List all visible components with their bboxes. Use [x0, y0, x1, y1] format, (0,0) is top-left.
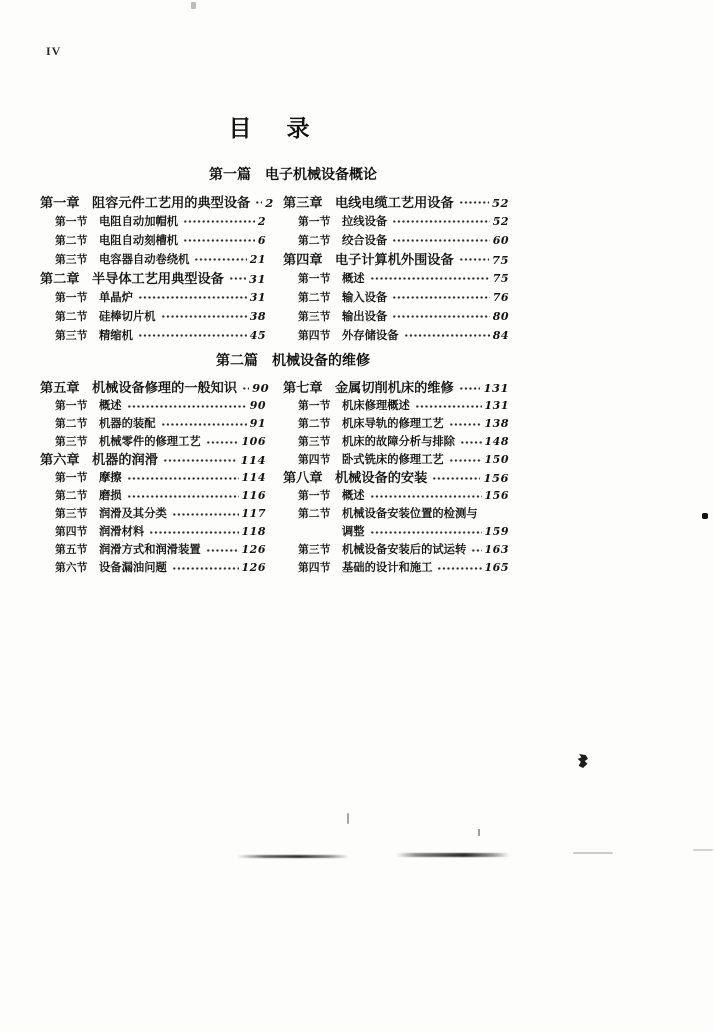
- entry-label: 第四节: [298, 330, 331, 342]
- dot-leader: [458, 383, 481, 394]
- toc-entry: [40, 433, 266, 451]
- entry-label: 第一节: [298, 273, 331, 285]
- toc-entry: [40, 269, 266, 288]
- entry-page: 114: [240, 453, 266, 467]
- dot-leader: [205, 545, 239, 556]
- scan-artifact: [693, 849, 713, 851]
- entry-title: 金属切削机床的维修: [335, 380, 454, 395]
- dot-leader: [414, 401, 482, 412]
- entry-label: 第三节: [55, 330, 88, 342]
- entry-page: 118: [241, 525, 266, 538]
- entry-page: 156: [483, 471, 509, 485]
- toc-entry: [283, 288, 509, 307]
- entry-title: 精缩机: [99, 330, 133, 342]
- toc-entry: [283, 250, 509, 269]
- entry-page: 84: [492, 329, 509, 342]
- entry-page: 90: [252, 381, 270, 395]
- entry-title: 磨损: [99, 490, 122, 502]
- dot-leader: [470, 545, 481, 556]
- page-number: IV: [46, 44, 62, 58]
- toc-entry: [40, 231, 266, 250]
- dot-leader: [403, 330, 490, 341]
- toc-entry: [283, 193, 509, 212]
- entry-page: 2: [265, 196, 274, 210]
- toc-entry: [40, 415, 266, 433]
- entry-title: 机械设备安装位置的检测与: [342, 508, 478, 520]
- entry-page: 106: [241, 435, 266, 448]
- entry-title: 机床导轨的修理工艺: [342, 418, 444, 430]
- entry-label: 第五节: [55, 544, 88, 556]
- part-heading: 第二篇 机械设备的维修: [216, 352, 370, 368]
- scan-artifact: [577, 754, 588, 768]
- toc-entry: [40, 505, 266, 523]
- scan-artifact: [396, 853, 510, 857]
- entry-label: 第二节: [55, 490, 88, 502]
- entry-page: 131: [484, 399, 509, 412]
- toc-entry: [40, 397, 266, 415]
- dot-leader: [126, 401, 247, 412]
- toc-entry: [40, 487, 266, 505]
- entry-title: 输入设备: [342, 292, 388, 304]
- entry-label: 第二章: [40, 271, 80, 286]
- scan-artifact: [573, 852, 613, 854]
- dot-leader: [160, 311, 247, 322]
- toc-entry: [283, 326, 509, 345]
- entry-page: 76: [492, 291, 509, 304]
- toc-entry: [40, 193, 274, 212]
- dot-leader: [241, 383, 249, 394]
- entry-page: 126: [241, 561, 266, 574]
- entry-label: 第三节: [298, 544, 331, 556]
- toc-entry: [40, 469, 266, 487]
- entry-title: 润滑材料: [99, 526, 145, 538]
- dot-leader: [162, 455, 238, 466]
- toc-entry: [283, 415, 509, 433]
- entry-title: 摩擦: [99, 472, 122, 484]
- entry-page: 91: [249, 417, 266, 430]
- entry-title: 概述: [99, 400, 122, 412]
- entry-title: 卧式铣床的修理工艺: [342, 454, 444, 466]
- entry-label: 第一节: [298, 400, 331, 412]
- entry-title: 基础的设计和施工: [342, 562, 433, 574]
- toc-entry: [283, 397, 509, 415]
- entry-title: 电线电缆工艺用设备: [335, 195, 454, 210]
- entry-page: 52: [491, 196, 509, 210]
- dot-leader: [459, 437, 482, 448]
- entry-title: 电子计算机外围设备: [335, 252, 454, 267]
- toc-body: [0, 164, 714, 582]
- entry-label: 第三节: [55, 508, 88, 520]
- toc-column-left: [40, 379, 270, 577]
- entry-title: 机床的故障分析与排除: [342, 436, 455, 448]
- entry-title: 输出设备: [342, 311, 388, 323]
- entry-title: 单晶炉: [99, 292, 133, 304]
- entry-label: 第三节: [55, 254, 88, 266]
- toc-entry: [283, 559, 509, 577]
- entry-title: 硅棒切片机: [99, 311, 156, 323]
- toc-entry: [40, 212, 266, 231]
- entry-label: 第五章: [40, 380, 80, 395]
- entry-label: 第六节: [55, 562, 88, 574]
- dot-leader: [171, 563, 239, 574]
- entry-page: 150: [484, 453, 509, 466]
- dot-leader: [254, 197, 262, 208]
- entry-title: 电阻自动加帽机: [99, 216, 179, 228]
- entry-title: 机器的装配: [99, 418, 156, 430]
- entry-title: 调整: [342, 526, 365, 538]
- entry-label: 第四章: [283, 252, 323, 267]
- dot-leader: [369, 273, 490, 284]
- entry-title: 半导体工艺用典型设备: [92, 271, 224, 286]
- toc-entry: [40, 288, 266, 307]
- scan-artifact: [237, 855, 349, 858]
- entry-label: 第四节: [298, 562, 331, 574]
- entry-label: 第三节: [298, 436, 331, 448]
- toc-entry: [40, 451, 266, 469]
- toc-columns: [0, 193, 714, 345]
- entry-page: 21: [249, 253, 266, 266]
- scan-artifact: [478, 829, 480, 836]
- entry-page: 90: [249, 399, 266, 412]
- entry-page: 156: [484, 489, 509, 502]
- toc-entry: [283, 505, 509, 523]
- dot-leader: [436, 563, 481, 574]
- entry-page: 126: [241, 543, 266, 556]
- entry-title: 润滑及其分类: [99, 508, 167, 520]
- toc-entry: [40, 559, 266, 577]
- dot-leader: [137, 330, 247, 341]
- dot-leader: [391, 235, 489, 246]
- entry-page: 163: [484, 543, 509, 556]
- entry-label: 第二节: [298, 418, 331, 430]
- dot-leader: [160, 419, 247, 430]
- entry-label: 第四节: [55, 526, 88, 538]
- entry-label: 第六章: [40, 452, 80, 467]
- toc-column-left: [40, 193, 274, 345]
- page-title: 目 录: [228, 115, 316, 141]
- toc-columns: [0, 379, 714, 577]
- entry-page: 52: [492, 215, 509, 228]
- entry-page: 31: [249, 291, 266, 304]
- entry-page: 116: [241, 489, 266, 502]
- toc-entry: [283, 469, 509, 487]
- scan-artifact: [191, 2, 196, 9]
- dot-leader: [391, 292, 489, 303]
- dot-leader: [391, 311, 489, 322]
- entry-title: 阻容元件工艺用的典型设备: [92, 195, 251, 210]
- entry-title: 外存储设备: [342, 330, 399, 342]
- toc-entry: [40, 307, 266, 326]
- entry-label: 第八章: [283, 470, 323, 485]
- entry-title: 机械设备修理的一般知识: [92, 380, 238, 395]
- dot-leader: [126, 473, 239, 484]
- toc-entry: [283, 541, 509, 559]
- entry-title: 电容器自动卷绕机: [99, 254, 190, 266]
- entry-page: 114: [241, 471, 266, 484]
- entry-page: 165: [484, 561, 509, 574]
- entry-title: 概述: [342, 490, 365, 502]
- dot-leader: [171, 509, 239, 520]
- toc-entry: [283, 451, 509, 469]
- dot-leader: [126, 491, 239, 502]
- toc-entry: [283, 269, 509, 288]
- entry-title: 设备漏油问题: [99, 562, 167, 574]
- entry-page: 6: [257, 234, 266, 247]
- entry-label: 第二节: [55, 311, 88, 323]
- entry-label: 第二节: [298, 508, 331, 520]
- toc-entry: [283, 379, 509, 397]
- entry-page: 159: [484, 525, 509, 538]
- entry-label: 第四节: [298, 454, 331, 466]
- entry-page: 75: [492, 272, 509, 285]
- entry-label: 第二节: [55, 235, 88, 247]
- dot-leader: [431, 473, 480, 484]
- entry-page: 75: [491, 253, 509, 267]
- entry-title: 机械设备安装后的试运转: [342, 544, 467, 556]
- scan-artifact: [347, 813, 349, 824]
- toc-entry: [283, 487, 509, 505]
- entry-title: 机器的润滑: [92, 452, 158, 467]
- toc-entry: [40, 250, 266, 269]
- toc-entry: [283, 307, 509, 326]
- entry-title: 机械零件的修理工艺: [99, 436, 201, 448]
- entry-label: 第一节: [55, 400, 88, 412]
- entry-page: 117: [241, 507, 266, 520]
- entry-page: 138: [484, 417, 509, 430]
- entry-page: 31: [248, 272, 266, 286]
- entry-label: 第二节: [298, 235, 331, 247]
- dot-leader: [448, 455, 482, 466]
- dot-leader: [228, 273, 246, 284]
- entry-page: 148: [484, 435, 509, 448]
- entry-title: 机械设备的安装: [335, 470, 428, 485]
- entry-label: 第一节: [298, 490, 331, 502]
- dot-leader: [369, 527, 482, 538]
- dot-leader: [205, 437, 239, 448]
- entry-page: 2: [257, 215, 266, 228]
- entry-label: 第七章: [283, 380, 323, 395]
- toc-entry: [40, 541, 266, 559]
- entry-page: 131: [483, 381, 509, 395]
- entry-label: 第三节: [298, 311, 331, 323]
- dot-leader: [391, 216, 489, 227]
- entry-title: 概述: [342, 273, 365, 285]
- toc-entry: [40, 326, 266, 345]
- dot-leader: [458, 254, 489, 265]
- toc-column-right: [283, 379, 509, 577]
- toc-entry: [283, 231, 509, 250]
- toc-entry: [283, 523, 509, 541]
- toc-part-2: [0, 350, 714, 577]
- entry-label: 第一节: [55, 216, 88, 228]
- entry-title: 绞合设备: [342, 235, 388, 247]
- part-heading: 第一篇 电子机械设备概论: [209, 166, 377, 182]
- entry-title: 电阻自动刻槽机: [99, 235, 179, 247]
- entry-label: 第二节: [298, 292, 331, 304]
- entry-page: 45: [249, 329, 266, 342]
- entry-label: 第一章: [40, 195, 80, 210]
- dot-leader: [182, 235, 255, 246]
- dot-leader: [369, 491, 482, 502]
- dot-leader: [137, 292, 247, 303]
- entry-title: 润滑方式和润滑装置: [99, 544, 201, 556]
- entry-page: 38: [249, 310, 266, 323]
- entry-label: 第三节: [55, 436, 88, 448]
- toc-entry: [283, 433, 509, 451]
- dot-leader: [182, 216, 255, 227]
- toc-entry: [40, 523, 266, 541]
- entry-label: 第二节: [55, 418, 88, 430]
- dot-leader: [193, 254, 246, 265]
- toc-entry: [283, 212, 509, 231]
- entry-label: 第三章: [283, 195, 323, 210]
- dot-leader: [448, 419, 482, 430]
- dot-leader: [458, 197, 489, 208]
- toc-entry: [40, 379, 270, 397]
- dot-leader: [148, 527, 238, 538]
- entry-label: 第一节: [298, 216, 331, 228]
- entry-label: 第一节: [55, 472, 88, 484]
- entry-title: 拉线设备: [342, 216, 388, 228]
- entry-page: 60: [492, 234, 509, 247]
- entry-label: 第一节: [55, 292, 88, 304]
- toc-part-1: [0, 164, 714, 345]
- entry-page: 80: [492, 310, 509, 323]
- toc-column-right: [283, 193, 509, 345]
- entry-title: 机床修理概述: [342, 400, 410, 412]
